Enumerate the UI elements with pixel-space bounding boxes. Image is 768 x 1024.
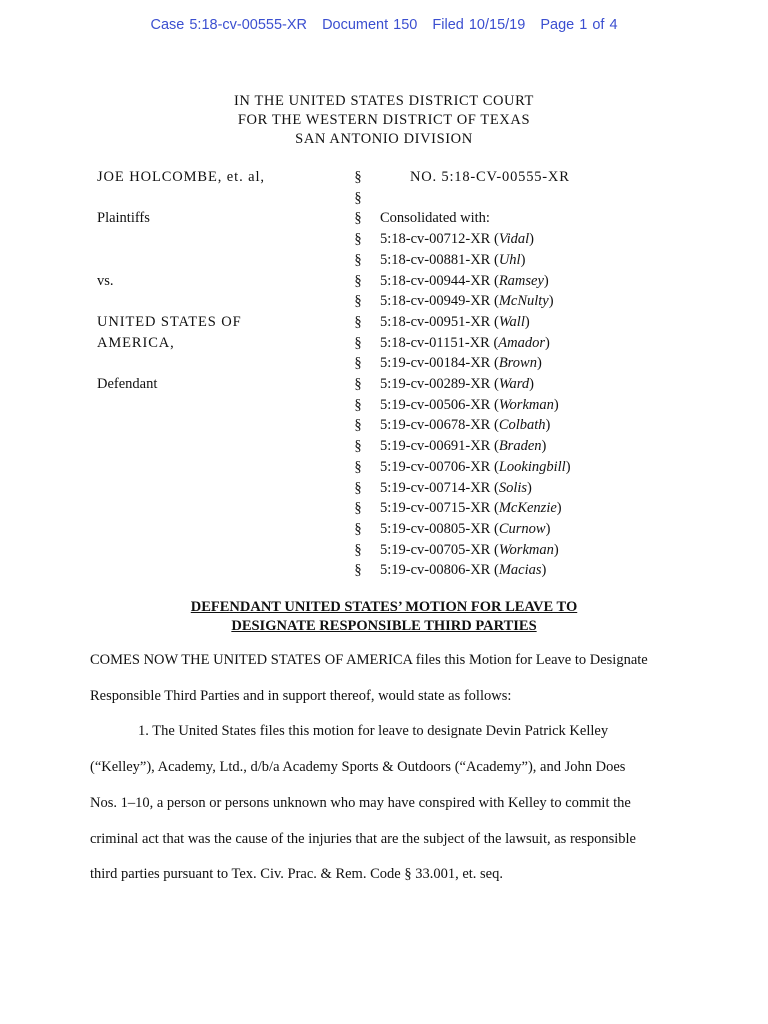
consolidated-case: 5:19-cv-00678-XR (Colbath) (380, 417, 551, 434)
consolidated-case-number: 5:19-cv-00806-XR (380, 562, 491, 579)
consolidated-case: 5:18-cv-00712-XR (Vidal) (380, 231, 534, 248)
vs-label: vs. (97, 272, 114, 289)
section-symbol: § (354, 313, 362, 330)
consolidated-case-party: Macias (498, 562, 542, 579)
caption-row (0, 208, 768, 229)
section-symbol: § (354, 500, 362, 517)
caption-row (0, 415, 768, 436)
consolidated-case-party: Braden (498, 438, 542, 455)
section-symbol: § (354, 251, 362, 268)
caption-row (0, 519, 768, 540)
consolidated-case-party: Brown (498, 355, 537, 372)
body-line: (“Kelley”), Academy, Ltd., d/b/a Academy Sports & Outdoors (“Academy”), and John Does (90, 759, 626, 776)
caption-row (0, 560, 768, 581)
consolidated-case: 5:19-cv-00184-XR (Brown) (380, 355, 542, 372)
consolidated-case: 5:18-cv-00944-XR (Ramsey) (380, 272, 549, 289)
case-number-header: Case 5:18-cv-00555-XR (150, 17, 308, 33)
page-indicator: Page 1 of 4 (540, 17, 618, 33)
consolidated-case-party: Workman (498, 396, 554, 413)
consolidated-case-number: 5:19-cv-00705-XR (380, 541, 491, 558)
consolidated-case-number: 5:19-cv-00715-XR (380, 500, 491, 517)
section-symbol: § (354, 334, 362, 351)
caption-row (0, 291, 768, 312)
caption-row (0, 250, 768, 271)
caption-row (0, 353, 768, 374)
consolidated-case-number: 5:18-cv-00712-XR (380, 231, 491, 248)
section-symbol: § (354, 376, 362, 392)
consolidated-case-party: Wall (498, 313, 525, 330)
consolidated-case: 5:19-cv-00715-XR (McKenzie) (380, 500, 562, 517)
section-symbol: § (354, 272, 362, 289)
section-symbol: § (354, 355, 362, 372)
defendant-name-line-2: AMERICA, (97, 334, 175, 351)
consolidated-case-party: Uhl (498, 251, 521, 268)
consolidated-case-party: Curnow (498, 520, 546, 537)
body-line: Responsible Third Parties and in support thereof, would state as follows: (90, 687, 512, 704)
consolidated-case-number: 5:19-cv-00805-XR (380, 520, 491, 537)
section-symbol: § (354, 189, 362, 206)
motion-title-line-2: DESIGNATE RESPONSIBLE THIRD PARTIES (231, 618, 537, 634)
consolidated-case: 5:18-cv-00949-XR (McNulty) (380, 293, 554, 310)
caption-row (0, 457, 768, 478)
court-line-3: SAN ANTONIO DIVISION (295, 131, 473, 147)
section-symbol: § (354, 417, 362, 434)
consolidated-case-number: 5:19-cv-00706-XR (380, 458, 491, 475)
consolidated-case-number: 5:19-cv-00714-XR (380, 479, 491, 496)
defendant-label: Defendant (97, 376, 158, 392)
consolidated-label: Consolidated with: (380, 210, 490, 227)
section-symbol: § (354, 438, 362, 455)
consolidated-case-number: 5:19-cv-00289-XR (380, 376, 491, 392)
case-number: NO. 5:18-CV-00555-XR (410, 169, 570, 185)
plaintiff-name: JOE HOLCOMBE, et. al, (97, 169, 265, 185)
caption-row (0, 167, 768, 188)
caption-row (0, 436, 768, 457)
section-symbol: § (354, 479, 362, 496)
consolidated-case: 5:19-cv-00706-XR (Lookingbill) (380, 458, 571, 475)
consolidated-case-number: 5:19-cv-00506-XR (380, 396, 491, 413)
consolidated-case-number: 5:19-cv-00678-XR (380, 417, 491, 434)
consolidated-case-number: 5:19-cv-00184-XR (380, 355, 491, 372)
consolidated-case: 5:19-cv-00805-XR (Curnow) (380, 520, 551, 537)
section-symbol: § (354, 458, 362, 475)
defendant-name-line-1: UNITED STATES OF (97, 313, 242, 330)
section-symbol: § (354, 231, 362, 248)
filing-header (0, 17, 768, 33)
consolidated-case: 5:18-cv-00951-XR (Wall) (380, 313, 530, 330)
caption-row (0, 312, 768, 333)
section-symbol: § (354, 293, 362, 310)
section-symbol: § (354, 541, 362, 558)
body-line: Nos. 1–10, a person or persons unknown who may have conspired with Kelley to commit the (90, 794, 631, 811)
consolidated-case: 5:19-cv-00289-XR (Ward) (380, 376, 535, 392)
body-line: COMES NOW THE UNITED STATES OF AMERICA files this Motion for Leave to Designate (90, 652, 648, 668)
body-line: criminal act that was the cause of the injuries that are the subject of the lawsuit, as responsible (90, 830, 636, 847)
motion-title (0, 598, 768, 636)
caption-row (0, 271, 768, 292)
consolidated-case: 5:19-cv-00806-XR (Macias) (380, 562, 547, 579)
section-symbol: § (354, 520, 362, 537)
caption-row (0, 478, 768, 499)
consolidated-case-number: 5:18-cv-01151-XR (380, 334, 490, 351)
consolidated-case-number: 5:18-cv-00881-XR (380, 251, 491, 268)
consolidated-case-number: 5:18-cv-00949-XR (380, 293, 491, 310)
court-heading (0, 92, 768, 149)
consolidated-case-number: 5:19-cv-00691-XR (380, 438, 491, 455)
section-symbol: § (354, 562, 362, 579)
consolidated-case-party: McNulty (498, 293, 549, 310)
consolidated-case: 5:19-cv-00705-XR (Workman) (380, 541, 559, 558)
consolidated-case-party: Amador (498, 334, 546, 351)
consolidated-case: 5:18-cv-00881-XR (Uhl) (380, 251, 526, 268)
consolidated-case-party: Ramsey (498, 272, 544, 289)
caption-row (0, 229, 768, 250)
filed-date: Filed 10/15/19 (432, 17, 526, 33)
consolidated-case-party: Workman (498, 541, 554, 558)
motion-body (90, 643, 690, 893)
consolidated-case-party: McKenzie (498, 500, 557, 517)
body-line-paragraph-1: 1. The United States files this motion for leave to designate Devin Patrick Kelley (138, 723, 609, 740)
caption-row (0, 333, 768, 354)
court-line-1: IN THE UNITED STATES DISTRICT COURT (234, 93, 534, 109)
caption-row (0, 498, 768, 519)
caption-row (0, 374, 768, 395)
plaintiffs-label: Plaintiffs (97, 210, 150, 227)
consolidated-case-party: Colbath (498, 417, 546, 434)
consolidated-case-party: Lookingbill (498, 458, 566, 475)
consolidated-case-number: 5:18-cv-00944-XR (380, 272, 491, 289)
consolidated-case-party: Solis (498, 479, 528, 496)
section-symbol: § (354, 210, 362, 227)
consolidated-case: 5:19-cv-00506-XR (Workman) (380, 396, 559, 413)
section-symbol: § (354, 169, 362, 185)
court-line-2: FOR THE WESTERN DISTRICT OF TEXAS (237, 112, 531, 128)
consolidated-case-number: 5:18-cv-00951-XR (380, 313, 491, 330)
motion-title-line-1: DEFENDANT UNITED STATES’ MOTION FOR LEAVE TO (190, 599, 578, 615)
consolidated-case: 5:18-cv-01151-XR (Amador) (380, 334, 550, 351)
caption-row (0, 395, 768, 416)
consolidated-case-party: Ward (498, 376, 530, 392)
document-number: Document 150 (322, 17, 418, 33)
body-line: third parties pursuant to Tex. Civ. Prac. & Rem. Code § 33.001, et. seq. (90, 866, 503, 883)
caption-row (0, 540, 768, 561)
caption-row (0, 188, 768, 209)
consolidated-case-party: Vidal (498, 231, 530, 248)
consolidated-case: 5:19-cv-00714-XR (Solis) (380, 479, 532, 496)
section-symbol: § (354, 396, 362, 413)
consolidated-case: 5:19-cv-00691-XR (Braden) (380, 438, 547, 455)
